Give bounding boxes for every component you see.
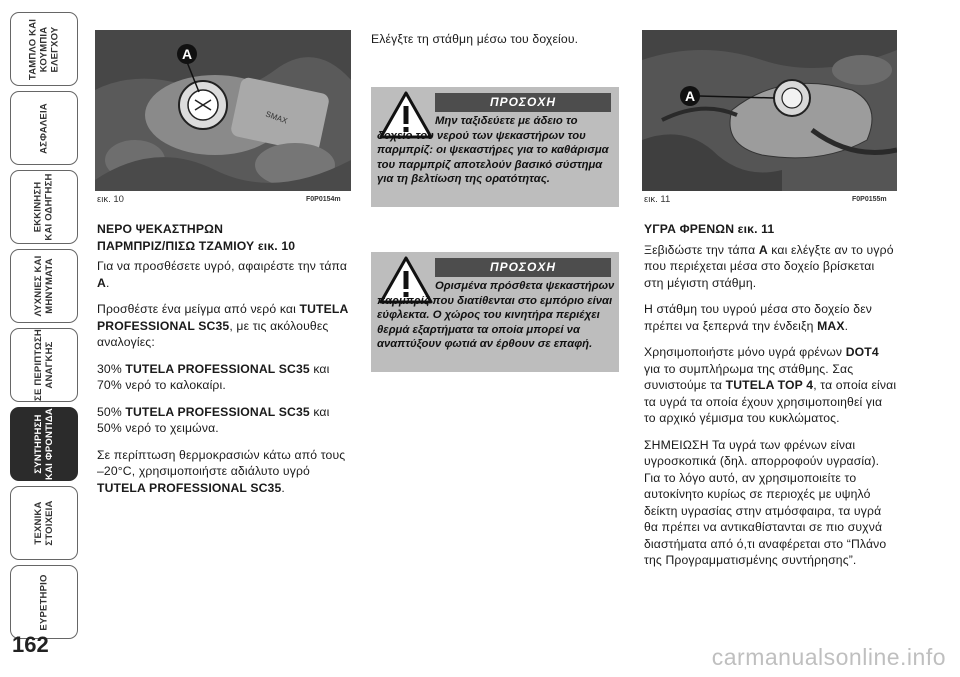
- tab-label: ΕΥΡΕΤΗΡΙΟ: [38, 573, 50, 631]
- left-column: [97, 221, 351, 506]
- paragraph-text: , τα οποία είναι τα υγρά τα οποία έχουν χρησιμοποιηθεί για το αρχικό γέμισμα του κυκλώματος.: [644, 378, 897, 425]
- figure-11-marker: A: [684, 88, 696, 104]
- product-name: TUTELA TOP 4: [725, 378, 814, 392]
- part-label: A: [97, 275, 106, 290]
- tab-label: ΣΕ ΠΕΡΙΠΤΩΣΗ ΑΝΑΓΚΗΣ: [33, 329, 56, 401]
- warning-title: ΠΡΟΣΟΧΗ: [435, 93, 611, 112]
- tab-emergency[interactable]: [10, 328, 78, 402]
- tab-label: ΕΚΚΙΝΗΣΗ ΚΑΙ ΟΔΗΓΗΣΗ: [33, 173, 55, 241]
- tab-label: ΤΕΧΝΙΚΑ ΣΤΟΙΧΕΙΑ: [33, 500, 55, 546]
- paragraph-text: , με τις ακόλουθες αναλογίες:: [97, 318, 329, 349]
- warning-text: Μην ταξιδεύετε με άδειο το δοχείο του νερού των ψεκαστήρων του παρμπρίζ: οι ψεκαστήρες για το καθάρισμα του παρμπρίζ αποτελούν βασικό σύστημα για τη βελτίωση της ορατότητας.: [377, 115, 609, 185]
- part-label: A: [758, 242, 768, 257]
- warning-box-2: [371, 252, 619, 372]
- paragraph-text: Για να προσθέσετε υγρό, αφαιρέστε την τάπα: [97, 259, 348, 273]
- tab-warning-lights[interactable]: [10, 249, 78, 323]
- note-paragraph: ΣΗΜΕΙΩΣΗ Τα υγρά των φρένων είναι υγροσκοπικά (δηλ. απορροφούν υγρασία). Για το λόγο αυτό, αν χρησιμοποιείτε το αυτοκίνητο κυρίως σε περιοχές με υψηλό δείκτη υγρασίας στην ατμόσφαιρα, τα υγρά θα πρέπει να αντικαθίστανται σε πιο συχνά διαστήματα από ό,τι αναφέρεται στο “Πλάνο της Προγραμματισμένης συντήρησης”.: [644, 437, 887, 567]
- figure-11-image: [642, 30, 897, 191]
- fluid-spec: DOT4: [845, 345, 879, 359]
- tab-label: ΛΥΧΝΙΕΣ ΚΑΙ ΜΗΝΥΜΑΤΑ: [33, 255, 55, 317]
- paragraph-text: 30%: [97, 361, 126, 376]
- paragraph-text: και 70% νερό το καλοκαίρι.: [97, 361, 330, 392]
- section-heading: ΥΓΡΑ ΦΡΕΝΩΝ εικ. 11: [644, 222, 775, 236]
- tab-label: ΣΥΝΤΗΡΗΣΗ ΚΑΙ ΦΡΟΝΤΙΔΑ: [33, 408, 56, 480]
- tab-label: ΑΣΦΑΛΕΙΑ: [38, 102, 50, 154]
- figure-11-caption: εικ. 11: [644, 194, 671, 205]
- watermark: carmanualsonline.info: [711, 644, 946, 670]
- warning-text: Ορισμένα πρόσθετα ψεκαστήρων παρμπρίζ που διατίθενται στο εμπόριο είναι εύφλεκτα. Ο χώρος του κινητήρα περιέχει θερμά εξαρτήματα τα οποία μπορεί να αναπτύξουν φωτιά αν έρθουν σε επαφή.: [377, 280, 615, 350]
- paragraph-text: .: [281, 480, 285, 495]
- warning-title: ΠΡΟΣΟΧΗ: [435, 258, 611, 277]
- figure-11-code: F0P0155m: [852, 196, 887, 203]
- tab-label: ΤΑΜΠΛΟ ΚΑΙ ΚΟΥΜΠΙΑ ΕΛΕΓΧΟΥ: [27, 18, 61, 80]
- paragraph-text: Η στάθμη του υγρού μέσα στο δοχείο δεν πρέπει να ξεπερνά την ένδειξη: [644, 302, 873, 333]
- warning-box-1: [371, 87, 619, 207]
- figure-10-marker: A: [181, 46, 193, 62]
- paragraph-text: Σε περίπτωση θερμοκρασιών κάτω από τους –20°C, χρησιμοποιήστε αδιάλυτο υγρό: [97, 447, 346, 478]
- section-heading: ΝΕΡΟ ΨΕΚΑΣΤΗΡΩΝ: [97, 222, 224, 236]
- paragraph-text: και 50% νερό το χειμώνα.: [97, 404, 330, 435]
- middle-intro: Ελέγξτε τη στάθμη μέσω του δοχείου.: [371, 32, 579, 46]
- paragraph-text: Προσθέστε ένα μείγμα από νερό και: [97, 302, 300, 316]
- product-name: TUTELA PROFESSIONAL SC35: [125, 404, 310, 419]
- paragraph-text: 50%: [97, 404, 126, 419]
- paragraph-text: για το συμπλήρωμα της στάθμης. Σας συνιστούμε τα: [644, 361, 854, 392]
- figure-10-image: [95, 30, 351, 191]
- tab-safety[interactable]: [10, 91, 78, 165]
- figure-10-code: F0P0154m: [306, 196, 341, 203]
- paragraph-text: .: [844, 318, 849, 333]
- paragraph-text: Χρησιμοποιήστε μόνο υγρά φρένων: [644, 345, 846, 359]
- paragraph-text: .: [105, 275, 110, 290]
- level-label: MAX: [817, 318, 845, 333]
- right-column: [644, 221, 897, 579]
- tab-dashboard-controls[interactable]: [10, 12, 78, 86]
- tab-starting-driving[interactable]: [10, 170, 78, 244]
- tab-maintenance[interactable]: [10, 407, 78, 481]
- section-heading: ΠΑΡΜΠΡΙΖ/ΠΙΣΩ ΤΖΑΜΙΟΥ εικ. 10: [97, 238, 296, 253]
- product-name: TUTELA PROFESSIONAL SC35: [125, 361, 310, 376]
- paragraph-text: και ελέγξτε αν το υγρό που περιέχεται μέσα στο δοχείο βρίσκεται στη μέγιστη στάθμη.: [644, 242, 894, 290]
- paragraph-text: Ξεβιδώστε την τάπα: [644, 242, 759, 257]
- figure-10-caption: εικ. 10: [97, 194, 124, 205]
- page-number: 162: [12, 632, 49, 657]
- tab-index[interactable]: [10, 565, 78, 639]
- product-name: TUTELA PROFESSIONAL SC35: [97, 480, 282, 495]
- product-name: TUTELA PROFESSIONAL SC35: [97, 302, 349, 333]
- figure-10-label: SMAX: [264, 109, 289, 126]
- tab-technical-data[interactable]: [10, 486, 78, 560]
